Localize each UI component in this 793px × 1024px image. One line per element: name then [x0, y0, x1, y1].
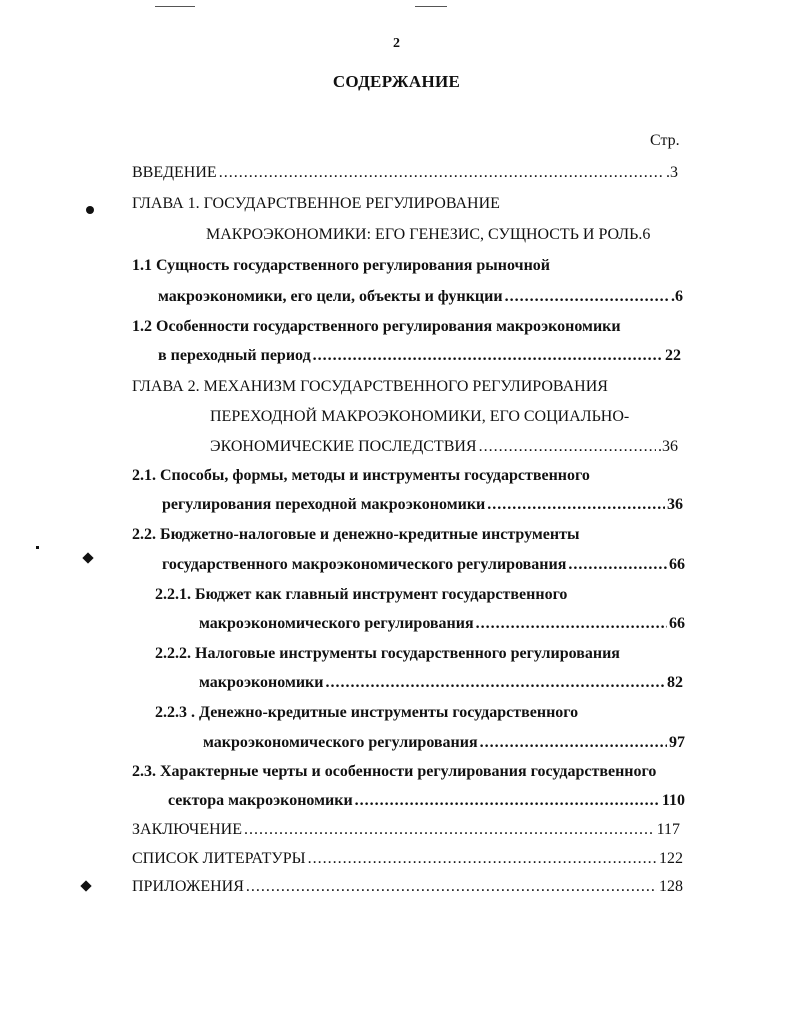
- toc-entry-title: макроэкономики: [199, 674, 324, 691]
- toc-entry-bibliography[interactable]: [132, 849, 683, 869]
- toc-leader-dots: [308, 849, 657, 869]
- toc-entry-title: макроэкономического регулирования: [199, 615, 474, 632]
- toc-entry-s2-3[interactable]: [168, 791, 685, 811]
- toc-entry-s2-1[interactable]: [162, 495, 683, 515]
- page-title: СОДЕРЖАНИЕ: [332, 72, 461, 91]
- toc-entry-s2-2-2[interactable]: [199, 673, 683, 693]
- toc-entry-ch1[interactable]: [206, 225, 680, 245]
- toc-entry-ch2-line[interactable]: ПЕРЕХОДНОЙ МАКРОЭКОНОМИКИ, ЕГО СОЦИАЛЬНО-: [210, 408, 630, 425]
- toc-leader-dots: [476, 614, 667, 634]
- toc-page-number: .6: [638, 226, 651, 243]
- toc-page-number: 122: [659, 850, 683, 867]
- page-column-label: Стр.: [650, 132, 680, 149]
- toc-leader-dots: [313, 346, 663, 366]
- toc-entry-ch2-line[interactable]: ГЛАВА 2. МЕХАНИЗМ ГОСУДАРСТВЕННОГО РЕГУЛИРОВАНИЯ: [132, 378, 608, 395]
- toc-entry-s2-2-line[interactable]: 2.2. Бюджетно-налоговые и денежно-кредитные инструменты: [132, 526, 580, 543]
- scan-artifact: [415, 6, 447, 7]
- toc-entry-s1-2[interactable]: [158, 346, 681, 366]
- scan-bullet-icon: [80, 880, 91, 891]
- toc-leader-dots: [219, 163, 664, 183]
- toc-entry-title: макроэкономики, его цели, объекты и функции: [158, 288, 503, 305]
- toc-entry-title: СПИСОК ЛИТЕРАТУРЫ: [132, 850, 306, 867]
- toc-page-number: 97: [669, 734, 685, 751]
- toc-page-number: 117: [656, 821, 680, 838]
- toc-entry-title: ПРИЛОЖЕНИЯ: [132, 878, 244, 895]
- toc-page-number: .6: [671, 288, 683, 305]
- toc-leader-dots: [479, 437, 656, 457]
- toc-entry-title: макроэкономического регулирования: [203, 734, 478, 751]
- toc-entry-s2-2-1-line[interactable]: 2.2.1. Бюджет как главный инструмент государственного: [155, 586, 568, 603]
- toc-entry-ch2[interactable]: [210, 437, 678, 457]
- toc-leader-dots: [355, 791, 660, 811]
- toc-entry-ch1-line[interactable]: ГЛАВА 1. ГОСУДАРСТВЕННОЕ РЕГУЛИРОВАНИЕ: [132, 195, 500, 212]
- page-number: 2: [393, 36, 400, 51]
- toc-page-number: 110: [661, 792, 685, 809]
- toc-leader-dots: [244, 820, 655, 840]
- toc-entry-title: ВВЕДЕНИЕ: [132, 164, 217, 181]
- toc-leader-dots: [568, 555, 667, 575]
- toc-entry-title: регулирования переходной макроэкономики: [162, 496, 486, 513]
- toc-entry-s2-3-line[interactable]: 2.3. Характерные черты и особенности регулирования государственного: [132, 763, 657, 780]
- toc-entry-title: в переходный период: [158, 347, 311, 364]
- toc-page-number: 66: [669, 556, 685, 573]
- toc-entry-title: сектора макроэкономики: [168, 792, 353, 809]
- toc-page-number: 22: [665, 347, 681, 364]
- toc-entry-s2-1-line[interactable]: 2.1. Способы, формы, методы и инструменты государственного: [132, 467, 590, 484]
- scan-bullet-icon: [86, 206, 94, 214]
- toc-leader-dots: [487, 495, 665, 515]
- toc-entry-s1-1-line[interactable]: 1.1 Сущность государственного регулирования рыночной: [132, 257, 551, 274]
- scan-artifact: [155, 6, 195, 7]
- toc-page-number: 82: [667, 674, 683, 691]
- toc-page-number: 36: [667, 496, 683, 513]
- toc-leader-dots: [480, 733, 667, 753]
- toc-entry-title: ЗАКЛЮЧЕНИЕ: [132, 821, 242, 838]
- toc-page-number: 128: [659, 878, 683, 895]
- toc-entry-s1-2-line[interactable]: 1.2 Особенности государственного регулирования макроэкономики: [132, 318, 621, 335]
- scan-bullet-icon: [82, 552, 93, 563]
- toc-entry-s2-2-3[interactable]: [203, 733, 685, 753]
- toc-entry-s2-2-3-line[interactable]: 2.2.3 . Денежно-кредитные инструменты государственного: [155, 704, 579, 721]
- toc-entry-appendices[interactable]: [132, 877, 683, 897]
- toc-entry-s2-2-1[interactable]: [199, 614, 685, 634]
- toc-entry-s2-2-2-line[interactable]: 2.2.2. Налоговые инструменты государственного регулирования: [155, 645, 620, 662]
- toc-entry-conclusion[interactable]: [132, 820, 680, 840]
- toc-entry-intro[interactable]: [132, 163, 678, 183]
- toc-leader-dots: [326, 673, 666, 693]
- toc-page-number: 66: [669, 615, 685, 632]
- toc-entry-title: ЭКОНОМИЧЕСКИЕ ПОСЛЕДСТВИЯ: [210, 438, 477, 455]
- toc-entry-s1-1[interactable]: [158, 287, 683, 307]
- toc-entry-title: МАКРОЭКОНОМИКИ: ЕГО ГЕНЕЗИС, СУЩНОСТЬ И РОЛЬ: [206, 226, 639, 243]
- scan-dot-icon: [36, 546, 39, 549]
- toc-page-number: .3: [666, 164, 678, 181]
- toc-entry-title: государственного макроэкономического регулирования: [162, 556, 567, 573]
- toc-entry-s2-2[interactable]: [162, 555, 685, 575]
- toc-leader-dots: [505, 287, 669, 307]
- toc-leader-dots: [246, 877, 657, 897]
- toc-page-number: .36: [658, 438, 678, 455]
